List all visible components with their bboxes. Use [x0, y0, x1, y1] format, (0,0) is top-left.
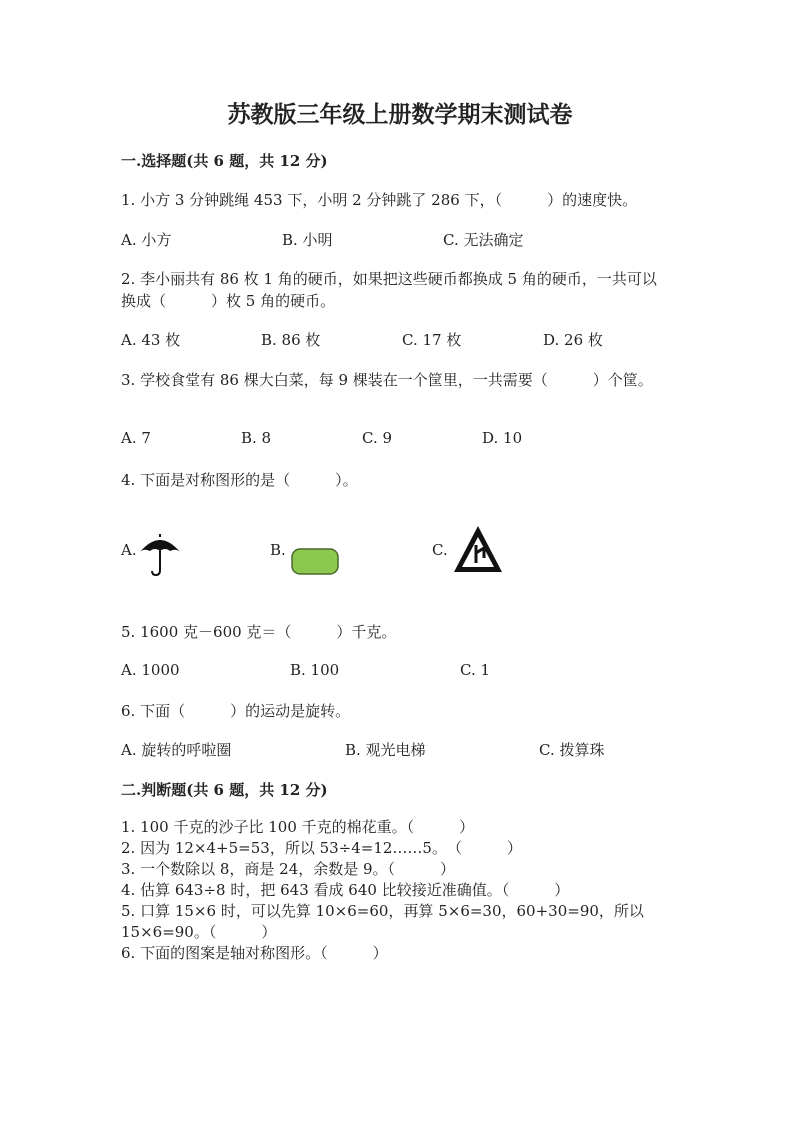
judgement-2: 2. 因为 12×4+5=53，所以 53÷4=12……5。 （ ） — [121, 839, 522, 857]
q6-option-b: B. 观光电梯 — [345, 741, 426, 759]
q4-option-c: C. — [432, 541, 448, 559]
q4-option-b: B. — [270, 541, 286, 559]
question-4: 4. 下面是对称图形的是（ ）。 — [121, 471, 358, 489]
q3-option-c: C. 9 — [362, 429, 393, 447]
page-title: 苏教版三年级上册数学期末测试卷 — [227, 101, 573, 128]
rounded-rectangle-shape — [291, 548, 339, 579]
q3-option-a: A. 7 — [121, 429, 151, 447]
judgement-5-line-1: 5. 口算 15×6 时，可以先算 10×6=60，再算 5×6=30，60+30=90，所以 — [121, 902, 644, 920]
q1-option-c: C. 无法确定 — [443, 231, 524, 249]
q6-option-a: A. 旋转的呼啦圈 — [121, 741, 232, 759]
q5-option-a: A. 1000 — [121, 661, 180, 679]
judgement-1: 1. 100 千克的沙子比 100 千克的棉花重。（ ） — [121, 818, 475, 836]
q6-option-c: C. 拨算珠 — [539, 741, 605, 759]
q2-option-c: C. 17 枚 — [402, 331, 462, 349]
judgement-3: 3. 一个数除以 8，商是 24，余数是 9。（ ） — [121, 860, 456, 878]
judgement-5-line-2: 15×6=90。（ ） — [121, 923, 277, 941]
q3-option-d: D. 10 — [482, 429, 523, 447]
question-2-line-2: 换成（ ）枚 5 角的硬币。 — [121, 292, 336, 310]
question-2-line-1: 2. 李小丽共有 86 枚 1 角的硬币，如果把这些硬币都换成 5 角的硬币，一共可以 — [121, 270, 657, 288]
question-3: 3. 学校食堂有 86 棵大白菜，每 9 棵装在一个筐里，一共需要（ ）个筐。 — [121, 371, 653, 389]
judgement-6: 6. 下面的图案是轴对称图形。（ ） — [121, 944, 388, 962]
q3-option-b: B. 8 — [241, 429, 272, 447]
question-1: 1. 小方 3 分钟跳绳 453 下，小明 2 分钟跳了 286 下，（ ）的速度快。 — [121, 191, 638, 209]
q5-option-b: B. 100 — [290, 661, 340, 679]
q1-option-a: A. 小方 — [121, 231, 172, 249]
q2-option-b: B. 86 枚 — [261, 331, 321, 349]
q2-option-d: D. 26 枚 — [543, 331, 603, 349]
section-heading-judgement: 二.判断题(共 6 题，共 12 分) — [121, 781, 328, 799]
question-6: 6. 下面（ ）的运动是旋转。 — [121, 702, 351, 720]
q4-option-a: A. — [121, 541, 137, 559]
section-heading-choice: 一.选择题(共 6 题，共 12 分) — [121, 152, 328, 170]
umbrella-icon — [138, 534, 182, 582]
question-5: 5. 1600 克－600 克＝（ ）千克。 — [121, 623, 397, 641]
q1-option-b: B. 小明 — [282, 231, 333, 249]
triangle-warning-sign — [452, 523, 504, 579]
q2-option-a: A. 43 枚 — [121, 331, 181, 349]
judgement-4: 4. 估算 643÷8 时，把 643 看成 640 比较接近准确值。（ ） — [121, 881, 570, 899]
q5-option-c: C. 1 — [460, 661, 491, 679]
